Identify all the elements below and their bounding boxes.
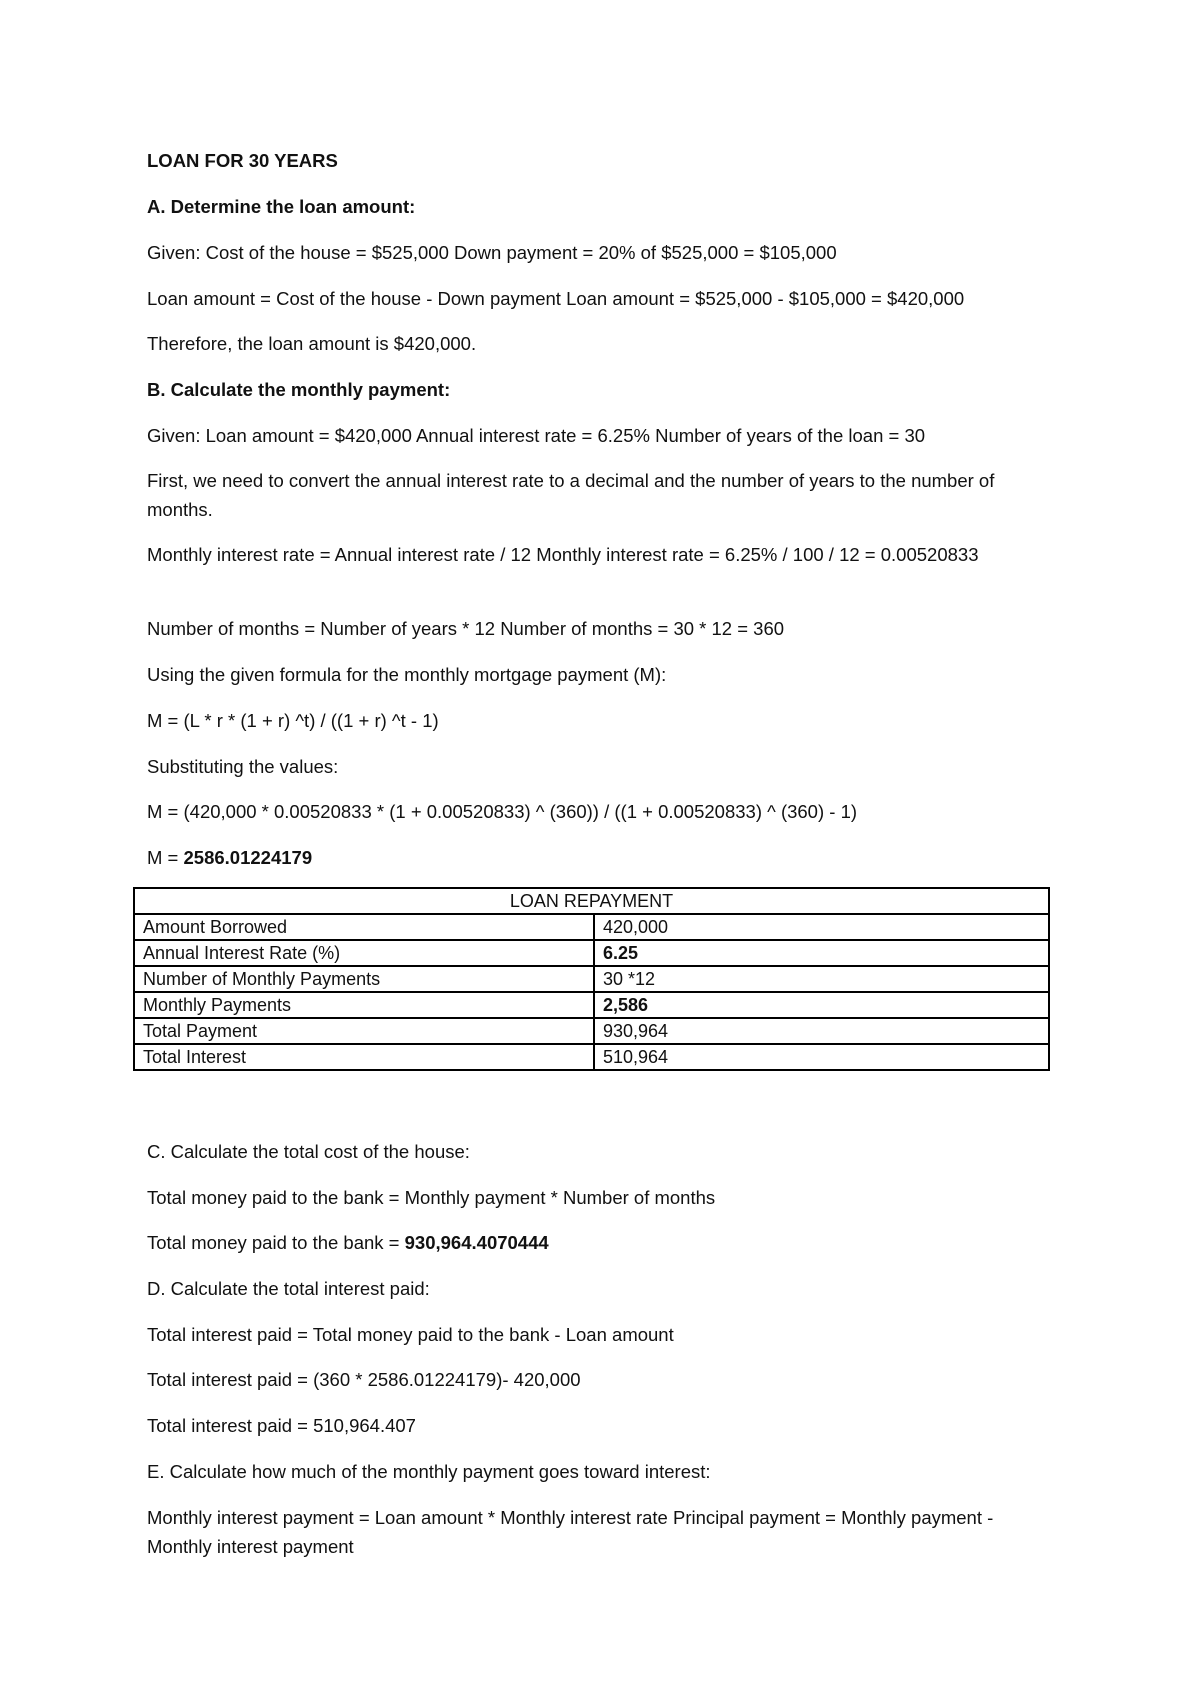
section-c-formula: Total money paid to the bank = Monthly payment * Number of months xyxy=(147,1187,716,1208)
section-d-substituted: Total interest paid = (360 * 2586.01224179)- 420,000 xyxy=(147,1369,581,1390)
table-cell-value: 30 *12 xyxy=(594,966,1049,992)
section-b-result-label: M = xyxy=(147,847,184,868)
table-cell-value: 930,964 xyxy=(594,1018,1049,1044)
section-d-formula: Total interest paid = Total money paid to the bank - Loan amount xyxy=(147,1324,674,1345)
table-cell-label: Total Interest xyxy=(134,1044,594,1070)
table-cell-label: Amount Borrowed xyxy=(134,914,594,940)
table-row xyxy=(134,940,1049,966)
table-row xyxy=(134,992,1049,1018)
table-cell-label: Number of Monthly Payments xyxy=(134,966,594,992)
section-b-result-value: 2586.01224179 xyxy=(183,847,313,868)
section-b-months: Number of months = Number of years * 12 Number of months = 30 * 12 = 360 xyxy=(147,618,785,639)
table-row xyxy=(134,1018,1049,1044)
section-b-heading: B. Calculate the monthly payment: xyxy=(147,379,451,400)
section-a-given: Given: Cost of the house = $525,000 Down payment = 20% of $525,000 = $105,000 xyxy=(147,242,837,263)
table-title: LOAN REPAYMENT xyxy=(134,888,1049,914)
table-row xyxy=(134,966,1049,992)
table-cell-label: Total Payment xyxy=(134,1018,594,1044)
section-b-result xyxy=(147,843,1057,872)
section-c-result xyxy=(147,1228,1057,1257)
section-c-result-value: 930,964.4070444 xyxy=(404,1232,549,1253)
section-d-result: Total interest paid = 510,964.407 xyxy=(147,1415,416,1436)
table-row xyxy=(134,1044,1049,1070)
section-d-heading: D. Calculate the total interest paid: xyxy=(147,1278,430,1299)
section-b-monthly-rate: Monthly interest rate = Annual interest rate / 12 Monthly interest rate = 6.25% / 100 / 12 = 0.00520833 xyxy=(147,544,979,565)
section-a-formula: Loan amount = Cost of the house - Down payment Loan amount = $525,000 - $105,000 = $420,000 xyxy=(147,288,965,309)
document-title: LOAN FOR 30 YEARS xyxy=(147,150,338,171)
section-b-convert: First, we need to convert the annual interest rate to a decimal and the number of years to the number of months. xyxy=(147,470,995,520)
section-b-given: Given: Loan amount = $420,000 Annual interest rate = 6.25% Number of years of the loan = 30 xyxy=(147,425,926,446)
section-c-result-label: Total money paid to the bank = xyxy=(147,1232,405,1253)
section-c-heading: C. Calculate the total cost of the house: xyxy=(147,1141,470,1162)
table-cell-value: 2,586 xyxy=(594,992,1049,1018)
section-b-substituted: M = (420,000 * 0.00520833 * (1 + 0.00520833) ^ (360)) / ((1 + 0.00520833) ^ (360) - 1) xyxy=(147,801,858,822)
loan-repayment-table xyxy=(133,887,1050,1071)
section-b-formula: M = (L * r * (1 + r) ^t) / ((1 + r) ^t - 1) xyxy=(147,710,439,731)
table-cell-label: Monthly Payments xyxy=(134,992,594,1018)
section-e-heading: E. Calculate how much of the monthly payment goes toward interest: xyxy=(147,1461,711,1482)
table-cell-label: Annual Interest Rate (%) xyxy=(134,940,594,966)
table-title-row xyxy=(134,888,1049,914)
table-cell-value: 510,964 xyxy=(594,1044,1049,1070)
table-cell-value: 420,000 xyxy=(594,914,1049,940)
section-a-conclusion: Therefore, the loan amount is $420,000. xyxy=(147,333,477,354)
section-b-formula-intro: Using the given formula for the monthly mortgage payment (M): xyxy=(147,664,667,685)
section-a-heading: A. Determine the loan amount: xyxy=(147,196,416,217)
section-b-substituting: Substituting the values: xyxy=(147,756,339,777)
table-row xyxy=(134,914,1049,940)
section-e-formula: Monthly interest payment = Loan amount * Monthly interest rate Principal payment = Monthly payment - Monthly interest payment xyxy=(147,1507,994,1557)
table-cell-value: 6.25 xyxy=(594,940,1049,966)
